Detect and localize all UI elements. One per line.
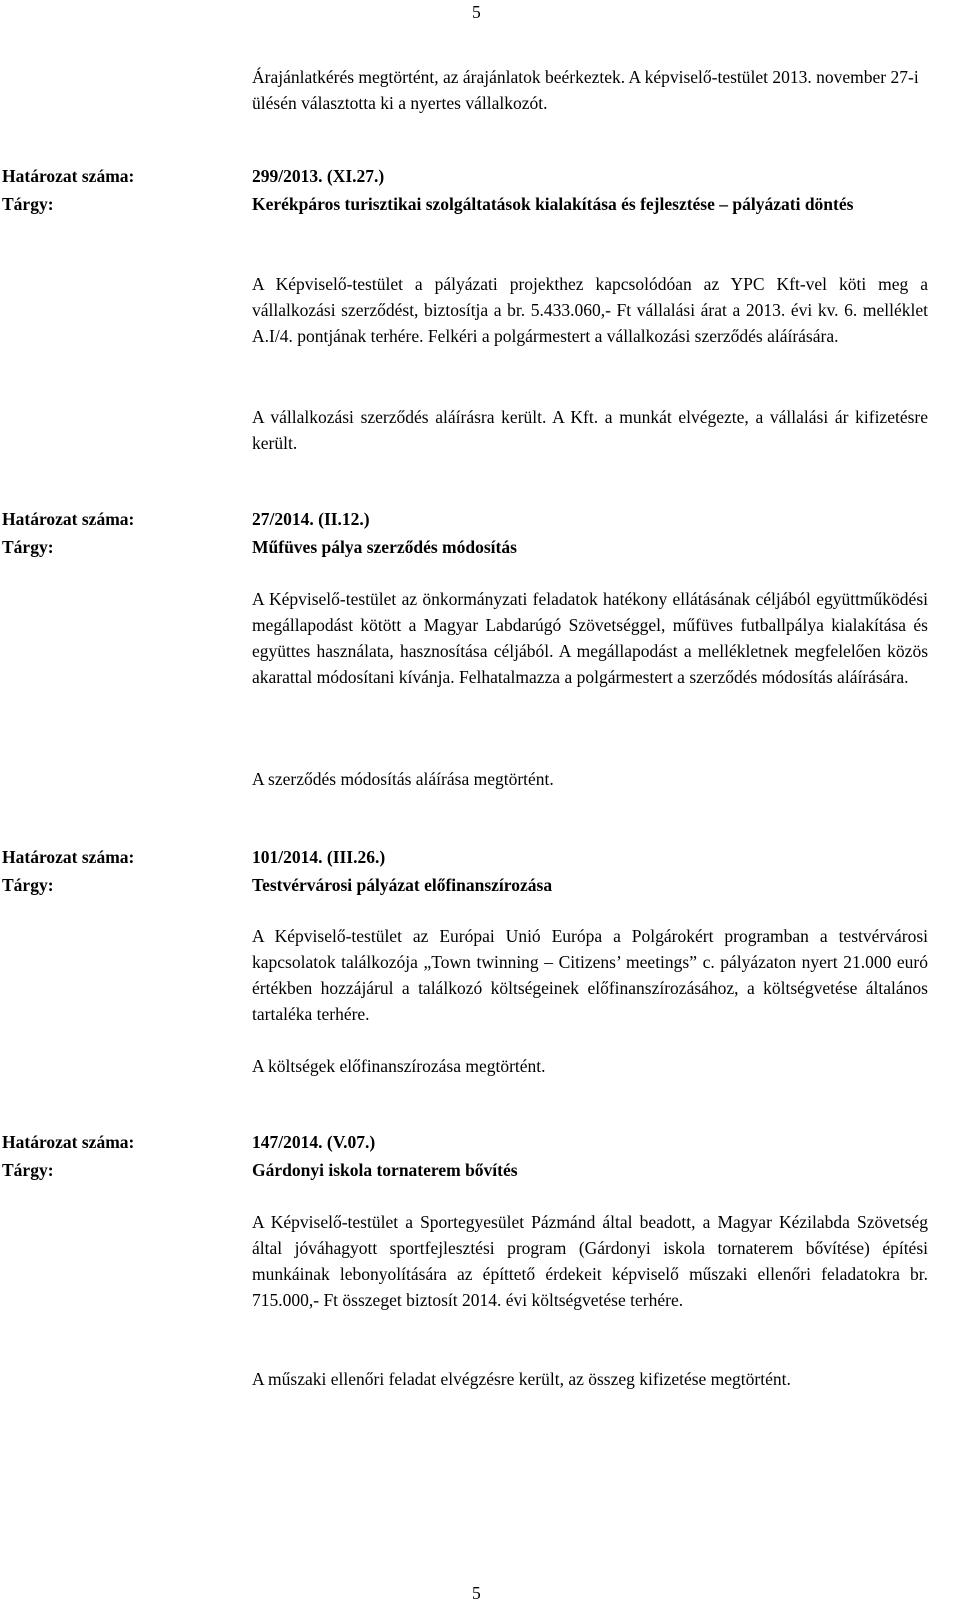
decision-number: 101/2014. (III.26.) — [252, 847, 386, 867]
page-number-bottom: 5 — [472, 1583, 481, 1603]
decision-paragraph: A Képviselő-testület az Európai Unió Európa a Polgárokért programban a testvérvárosi kapcsolatok találkozója „Town twinning – Citizens’ meetings” c. pályázaton nyert 21.000 euró értékben hozzájárul a találkozó költségeinek előfinanszírozásához, a költségvetése általános tartaléka terhére. — [252, 926, 928, 1024]
decision-subject: Gárdonyi iskola tornaterem bővítés — [252, 1160, 518, 1180]
decision-number: 27/2014. (II.12.) — [252, 509, 370, 529]
decision-paragraph: A Képviselő-testület a Sportegyesület Pázmánd által beadott, a Magyar Kézilabda Szövetség által jóváhagyott sportfejlesztési program (Gárdonyi iskola tornaterem bővítése) építési munkáinak lebonyolítására az építtető érdekeit képviselő műszaki ellenőri feladatokra br. 715.000,- Ft összeget biztosít 2014. évi költségvetése terhére. — [252, 1212, 928, 1310]
page-number-top: 5 — [472, 2, 481, 22]
decision-paragraph: A Képviselő-testület az önkormányzati feladatok hatékony ellátásának céljából együttműködési megállapodást kötött a Magyar Labdarúgó Szövetséggel, műfüves futballpálya kialakítása és együttes használata, hasznosítása céljából. A megállapodást a mellékletnek megfelelően közös akarattal módosítani kívánja. Felhatalmazza a polgármestert a szerződés módosítás aláírására. — [252, 589, 928, 687]
decision-number-label: Határozat száma: — [2, 166, 135, 186]
decision-number: 299/2013. (XI.27.) — [252, 166, 385, 186]
decision-number-label: Határozat száma: — [2, 1132, 135, 1152]
subject-label: Tárgy: — [2, 875, 54, 895]
decision-number: 147/2014. (V.07.) — [252, 1132, 376, 1152]
decision-paragraph: A költségek előfinanszírozása megtörtént. — [252, 1056, 546, 1076]
decision-paragraph: A vállalkozási szerződés aláírásra került. A Kft. a munkát elvégezte, a vállalási ár kifizetésre került. — [252, 407, 928, 453]
decision-subject: Műfüves pálya szerződés módosítás — [252, 537, 517, 557]
subject-label: Tárgy: — [2, 194, 54, 214]
subject-label: Tárgy: — [2, 1160, 54, 1180]
decision-number-label: Határozat száma: — [2, 847, 135, 867]
intro-paragraph: Árajánlatkérés megtörtént, az árajánlatok beérkeztek. A képviselő-testület 2013. november 27-i ülésén választotta ki a nyertes vállalkozót. — [252, 67, 919, 113]
decision-subject: Testvérvárosi pályázat előfinanszírozása — [252, 875, 553, 895]
subject-label: Tárgy: — [2, 537, 54, 557]
decision-paragraph: A Képviselő-testület a pályázati projekthez kapcsolódóan az YPC Kft-vel köti meg a vállalkozási szerződést, biztosítja a br. 5.433.060,- Ft vállalási árat a 2013. évi kv. 6. melléklet A.I/4. pontjának terhére. Felkéri a polgármestert a vállalkozási szerződés aláírására. — [252, 274, 928, 346]
decision-paragraph: A szerződés módosítás aláírása megtörtént. — [252, 769, 554, 789]
decision-paragraph: A műszaki ellenőri feladat elvégzésre került, az összeg kifizetése megtörtént. — [252, 1369, 791, 1389]
decision-subject: Kerékpáros turisztikai szolgáltatások kialakítása és fejlesztése – pályázati döntés — [252, 194, 854, 214]
decision-number-label: Határozat száma: — [2, 509, 135, 529]
